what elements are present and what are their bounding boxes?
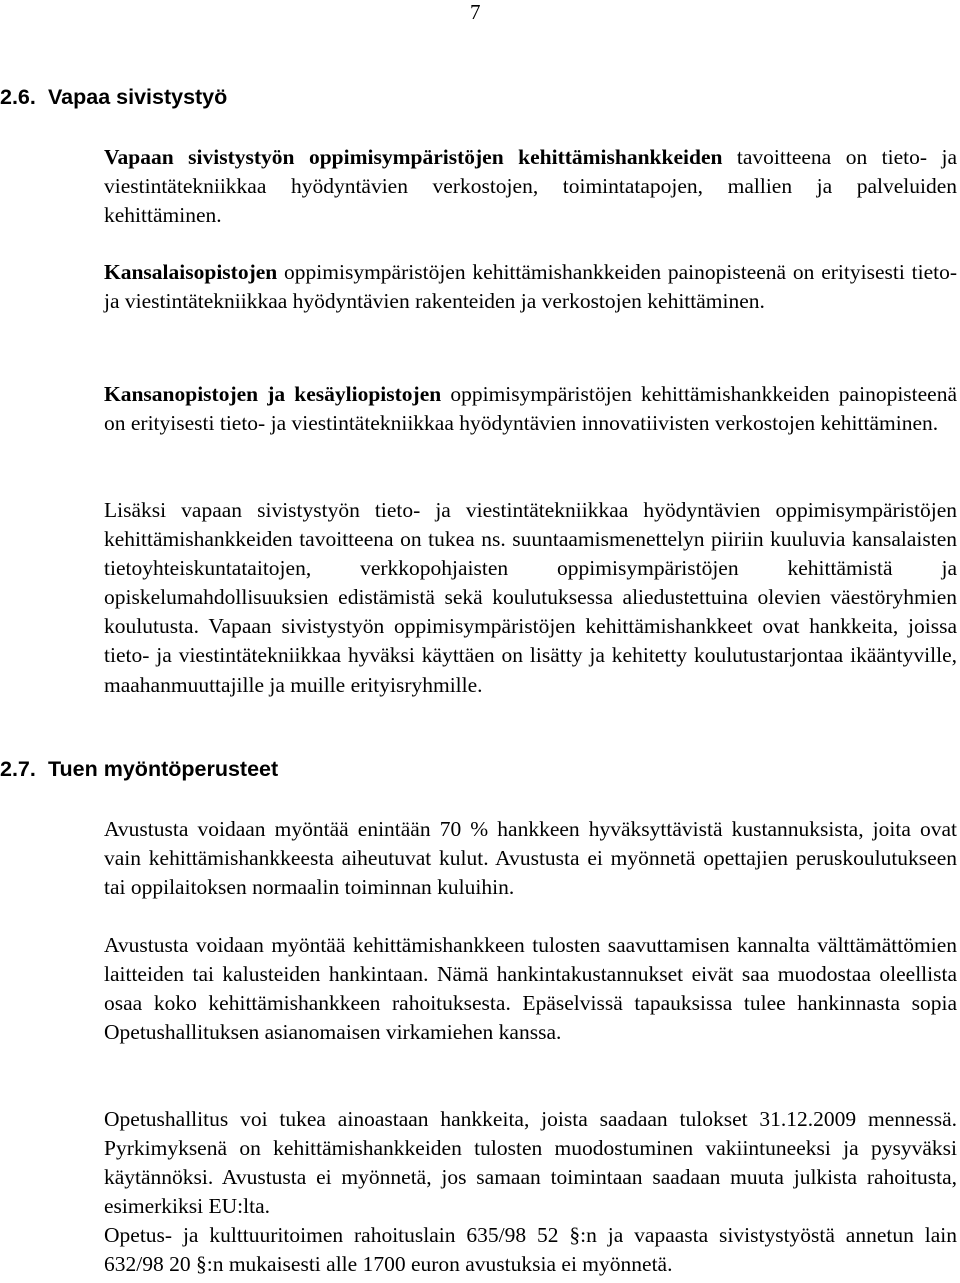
section-number: 2.6.	[0, 85, 36, 109]
section-title: Tuen myöntöperusteet	[48, 757, 279, 781]
paragraph-text: oppimisympäristöjen kehittämishankkeiden painopisteenä on erityisesti tieto- ja viestintätekniikkaa hyödyntävien rakenteiden ja verkostojen kehittäminen.	[104, 260, 957, 314]
paragraph-lead: Kansanopistojen ja kesäyliopistojen	[104, 382, 442, 406]
paragraph-lead: Vapaan sivistystyön oppimisympäristöjen kehittämishankkeiden	[104, 145, 723, 169]
paragraph-kansalaisopistot	[104, 258, 957, 316]
paragraph-text: oppimisympäristöjen kehittämishankkeiden painopisteenä on erityisesti tieto- ja viestintätekniikkaa hyödyntävien innovatiivisten verkostojen kehittäminen.	[104, 382, 958, 436]
section-heading-2-6	[0, 84, 227, 110]
section-number: 2.7.	[0, 757, 36, 781]
paragraph-vapaa-sivistystyo	[104, 143, 957, 230]
section-heading-2-7	[0, 756, 278, 782]
paragraph-lisaksi	[104, 496, 957, 700]
paragraph-avustus-laitteet: Avustusta voidaan myöntää kehittämishankkeen tulosten saavuttamisen kannalta välttämättömien laitteiden tai kalusteiden hankintaan. Nämä hankintakustannukset eivät saa muodostaa oleellista osaa koko kehittämishankkeen rahoituksesta. Epäselvissä tapauksissa tulee hankinnasta sopia Opetushallituksen asianomaisen virkamiehen kanssa.	[104, 933, 957, 1045]
page-number: 7	[470, 0, 481, 24]
paragraph-kansanopistot	[104, 380, 957, 438]
paragraph-opetushallitus: Opetushallitus voi tukea ainoastaan hankkeita, joista saadaan tulokset 31.12.2009 mennessä. Pyrkimyksenä on kehittämishankkeiden tulosten muodostuminen vakiintuneeksi ja pysyväksi käytännöksi. Avustusta ei myönnetä, jos samaan toimintaan saadaan muuta julkista rahoitusta, esimerkiksi EU:lta.	[104, 1107, 957, 1219]
paragraph-text: Lisäksi vapaan sivistystyön tieto- ja viestintätekniikkaa hyödyntävien oppimisympäristöjen kehittämishankkeiden tavoitteena on tukea ns. suuntaamismenettelyn piiriin kuuluvia kansalaisten tietoyhteiskuntataitojen, verkkopohjaisten oppimisympäristöjen kehittämistä ja opiskelumahdollisuuksien edistämistä sekä koulutuksessa aliedustettuina olevien väestöryhmien koulutusta. Vapaan sivistystyön oppimisympäristöjen kehittämishankkeet ovat hankkeita, joissa tieto- ja viestintätekniikkaa hyväksi käyttäen on lisätty ja kehitetty koulutustarjontaa ikääntyville, maahanmuuttajille ja muille erityisryhmille.	[104, 498, 957, 697]
section-title: Vapaa sivistystyö	[48, 85, 228, 109]
paragraph-text: tavoitteena on tieto- ja viestintätekniikkaa hyödyntävien verkostojen, toimintatapojen, mallien ja palveluiden kehittäminen.	[104, 145, 958, 228]
paragraph-lead: Kansalaisopistojen	[104, 260, 278, 284]
paragraph-rahoituslaki: Opetus- ja kulttuuritoimen rahoituslain 635/98 52 §:n ja vapaasta sivistystyöstä annetun lain 632/98 20 §:n mukaisesti alle 1700 euron avustuksia ei myönnetä.	[104, 1223, 957, 1277]
paragraph-avustus-enintaan: Avustusta voidaan myöntää enintään 70 % hankkeen hyväksyttävistä kustannuksista, joita ovat vain kehittämishankkeesta aiheutuvat kulut. Avustusta ei myönnetä opettajien peruskoulutukseen tai oppilaitoksen normaalin toiminnan kuluihin.	[104, 817, 957, 900]
